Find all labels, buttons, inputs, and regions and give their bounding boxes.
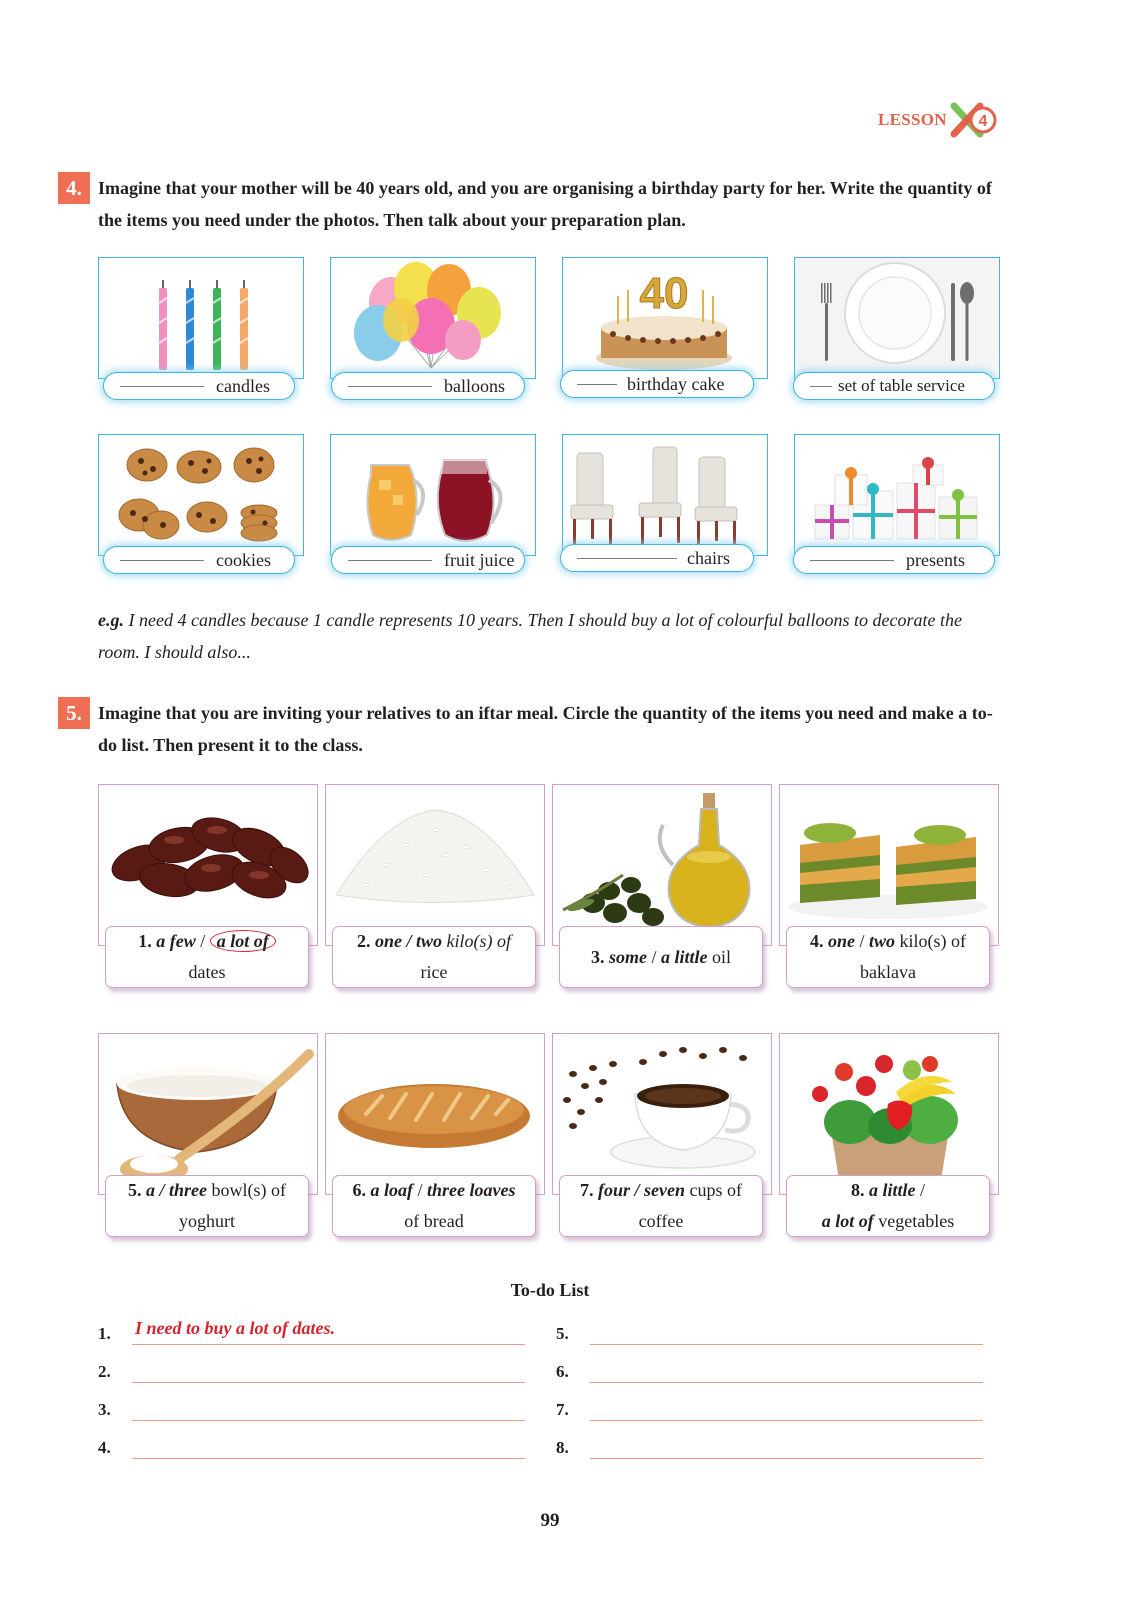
todo-number-8: 8. xyxy=(556,1438,569,1457)
oil-quantity-option[interactable] xyxy=(559,926,763,988)
cookies-card xyxy=(98,434,304,556)
rice-card xyxy=(325,784,545,946)
dates-quantity-option[interactable] xyxy=(105,926,309,988)
vegetables-card xyxy=(779,1033,999,1195)
balloons-icon xyxy=(331,258,534,377)
oil-card xyxy=(552,784,772,946)
item-name: baklava xyxy=(860,962,916,982)
coffee-icon xyxy=(553,1034,770,1193)
exercise-4-instructions: Imagine that your mother will be 40 years old, and you are organising a birthday party for her. Write the quantity of the items you need under the photos. Then talk about your preparation plan. xyxy=(98,178,992,230)
yoghurt-card xyxy=(98,1033,318,1195)
todo-number-1: 1. xyxy=(98,1324,111,1343)
option-one[interactable]: one xyxy=(827,931,855,951)
dates-icon xyxy=(99,785,316,944)
presents-card xyxy=(794,434,1000,556)
chairs-quantity-field[interactable] xyxy=(560,544,754,572)
option-a-loaf[interactable]: a loaf xyxy=(370,1180,413,1200)
todo-line-7[interactable] xyxy=(590,1420,983,1421)
cookies-quantity-field[interactable] xyxy=(103,546,295,574)
option-one-two[interactable]: one / two xyxy=(374,931,442,951)
presents-quantity-field[interactable] xyxy=(793,546,995,574)
baklava-card xyxy=(779,784,999,946)
item-number: 2. xyxy=(356,931,371,951)
juice-icon xyxy=(331,435,534,554)
vegetables-icon xyxy=(780,1034,997,1193)
option-a-three[interactable]: a / three xyxy=(146,1180,207,1200)
presents-icon xyxy=(795,435,998,554)
chairs-icon xyxy=(563,435,766,554)
option-separator: / xyxy=(915,1180,925,1200)
option-separator: / xyxy=(413,1180,428,1200)
yoghurt-quantity-option[interactable] xyxy=(105,1175,309,1237)
exercise-5-number: 5. xyxy=(58,697,90,729)
todo-entry-1[interactable]: I need to buy a lot of dates. xyxy=(135,1318,335,1338)
todo-number-3: 3. xyxy=(98,1400,111,1419)
unit-text: bowl(s) of xyxy=(207,1180,286,1200)
todo-line-4[interactable] xyxy=(132,1458,525,1459)
bread-quantity-option[interactable] xyxy=(332,1175,536,1237)
cookies-icon xyxy=(99,435,302,554)
yoghurt-icon xyxy=(99,1034,316,1193)
option-separator: / xyxy=(854,931,869,951)
option-three-loaves[interactable]: three loaves xyxy=(427,1180,516,1200)
item-name: rice xyxy=(420,962,448,982)
todo-number-6: 6. xyxy=(556,1362,569,1381)
todo-line-3[interactable] xyxy=(132,1420,525,1421)
unit-text: kilo(s) of xyxy=(895,931,967,951)
option-a-lot-of-circled[interactable]: a lot of xyxy=(210,930,276,952)
item-name: vegetables xyxy=(873,1211,955,1231)
candles-label: candles xyxy=(216,375,270,396)
option-a-lot-of[interactable]: a lot of xyxy=(821,1211,874,1231)
chairs-label: chairs xyxy=(687,547,730,568)
fruit-juice-label: fruit juice xyxy=(444,549,515,570)
unit-text: cups of xyxy=(685,1180,742,1200)
fruit-juice-quantity-field[interactable] xyxy=(331,546,525,574)
todo-line-8[interactable] xyxy=(590,1458,983,1459)
birthday-cake-quantity-field[interactable] xyxy=(560,370,754,398)
item-number: 6. xyxy=(352,1180,366,1200)
item-name: dates xyxy=(188,962,226,982)
bread-icon xyxy=(326,1034,543,1193)
example-body: I need 4 candles because 1 candle represents 10 years. Then I should buy a lot of colourful balloons to decorate the room. I should also... xyxy=(98,610,963,662)
birthday-cake-card xyxy=(562,257,768,379)
chairs-card xyxy=(562,434,768,556)
exercise-4-number: 4. xyxy=(58,172,90,204)
rice-quantity-option[interactable] xyxy=(332,926,536,988)
item-number: 7. xyxy=(580,1180,594,1200)
option-separator: / xyxy=(195,931,210,951)
example-text xyxy=(98,604,998,668)
fruit-juice-card xyxy=(330,434,536,556)
lesson-number: 4 xyxy=(978,113,988,130)
balloons-quantity-field[interactable] xyxy=(331,372,525,400)
option-a-little[interactable]: a little xyxy=(661,946,708,967)
unit-text: kilo(s) of xyxy=(446,931,511,951)
bread-card xyxy=(325,1033,545,1195)
oil-icon xyxy=(553,785,770,944)
todo-title: To-do List xyxy=(510,1280,590,1300)
item-name: oil xyxy=(707,946,732,967)
item-name: yoghurt xyxy=(179,1211,235,1231)
balloons-card xyxy=(330,257,536,379)
item-number: 8. xyxy=(850,1180,865,1200)
option-a-little[interactable]: a little xyxy=(868,1180,916,1200)
rice-icon xyxy=(326,785,543,944)
table-service-card xyxy=(794,257,1000,379)
candles-quantity-field[interactable] xyxy=(103,372,295,400)
cookies-label: cookies xyxy=(216,549,271,570)
table-service-icon xyxy=(795,258,998,377)
presents-label: presents xyxy=(906,549,965,570)
balloons-label: balloons xyxy=(444,375,505,396)
cake-icon xyxy=(563,258,766,377)
lesson-badge-icon xyxy=(950,100,1002,140)
baklava-icon xyxy=(780,785,997,944)
exercise-5-instructions: Imagine that you are inviting your relatives to an iftar meal. Circle the quantity of the items you need and make a to-do list. Then present it to the class. xyxy=(98,703,993,755)
todo-number-2: 2. xyxy=(98,1362,111,1381)
example-label: e.g. xyxy=(98,610,124,630)
todo-number-4: 4. xyxy=(98,1438,111,1457)
option-a-few[interactable]: a few xyxy=(156,931,196,951)
item-number: 4. xyxy=(809,931,824,951)
dates-card xyxy=(98,784,318,946)
item-number: 5. xyxy=(128,1180,142,1200)
option-four-seven[interactable]: four / seven xyxy=(598,1180,685,1200)
candles-icon xyxy=(99,258,302,377)
vegetables-quantity-option[interactable] xyxy=(786,1175,990,1237)
todo-line-1[interactable] xyxy=(132,1344,525,1345)
table-service-label: set of table service xyxy=(838,376,965,395)
baklava-quantity-option[interactable] xyxy=(786,926,990,988)
page-number: 99 xyxy=(540,1510,560,1531)
lesson-label: LESSON xyxy=(878,110,947,129)
item-number: 3. xyxy=(590,946,605,967)
todo-line-6[interactable] xyxy=(590,1382,983,1383)
candles-card xyxy=(98,257,304,379)
option-separator: / xyxy=(646,946,661,967)
cake-topper-number: 40 xyxy=(639,269,689,318)
todo-number-5: 5. xyxy=(556,1324,569,1343)
todo-line-2[interactable] xyxy=(132,1382,525,1383)
todo-number-7: 7. xyxy=(556,1400,569,1419)
option-some[interactable]: some xyxy=(608,946,647,967)
option-two[interactable]: two xyxy=(869,931,896,951)
coffee-quantity-option[interactable] xyxy=(559,1175,763,1237)
item-name: coffee xyxy=(638,1211,684,1231)
item-name: of bread xyxy=(404,1211,464,1231)
item-number: 1. xyxy=(138,931,152,951)
coffee-card xyxy=(552,1033,772,1195)
table-service-quantity-field[interactable] xyxy=(793,372,995,400)
birthday-cake-label: birthday cake xyxy=(627,373,725,394)
todo-line-5[interactable] xyxy=(590,1344,983,1345)
